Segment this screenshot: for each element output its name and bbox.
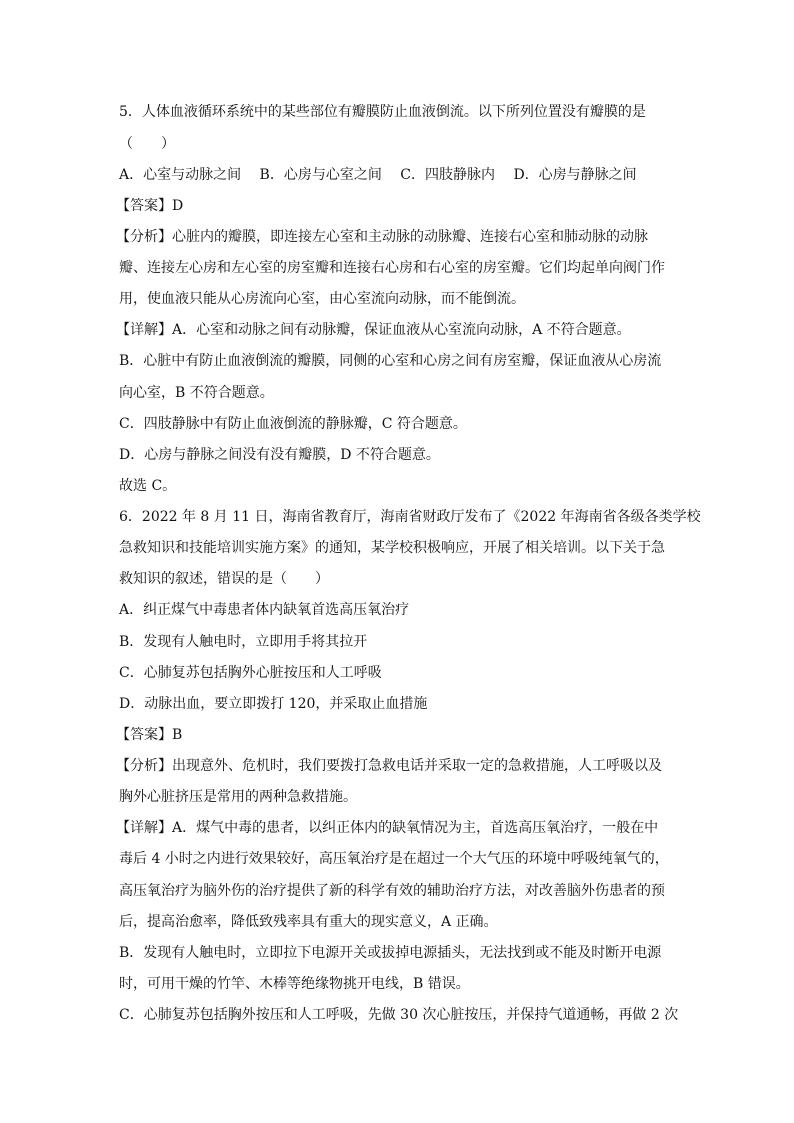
q5-conclusion: 故选 C。 bbox=[119, 478, 177, 494]
q6-stem-line-1: 6．2022 年 8 月 11 日，海南省教育厅，海南省财政厅发布了《2022 年海南省各级各类学校 bbox=[119, 509, 701, 525]
q6-stem-line-3: 救知识的叙述，错误的是（ ） bbox=[119, 571, 329, 587]
q6-answer: 【答案】B bbox=[116, 727, 183, 743]
q6-detail-line-4: 后，提高治愈率，降低致残率具有重大的现实意义，A 正确。 bbox=[119, 914, 498, 930]
q6-option-a: A．纠正煤气中毒患者体内缺氧首选高压氧治疗 bbox=[119, 602, 410, 618]
q5-detail-line-1: 【详解】A．心室和动脉之间有动脉瓣，保证血液从心室流向动脉，A 不符合题意。 bbox=[116, 322, 631, 338]
q6-detail-line-1: 【详解】A．煤气中毒的患者，以纠正体内的缺氧情况为主，首选高压氧治疗，一般在中 bbox=[116, 820, 659, 836]
q6-option-d: D．动脉出血，要立即拨打 120，并采取止血措施 bbox=[119, 696, 428, 712]
q6-detail-line-7: C．心肺复苏包括胸外按压和人工呼吸，先做 30 次心脏按压，并保持气道通畅，再做 2 次 bbox=[119, 1007, 679, 1023]
q6-analysis-line-2: 胸外心脏挤压是常用的两种急救措施。 bbox=[119, 789, 357, 805]
q5-analysis-line-3: 用，使血液只能从心房流向心室，由心室流向动脉，而不能倒流。 bbox=[119, 291, 525, 307]
q5-stem-line-2: （ ） bbox=[119, 136, 175, 152]
q5-options: A．心室与动脉之间 B．心房与心室之间 C．四肢静脉内 D．心房与静脉之间 bbox=[119, 167, 637, 183]
q5-detail-line-2: B．心脏中有防止血液倒流的瓣膜，同侧的心室和心房之间有房室瓣，保证血液从心房流 bbox=[119, 353, 662, 369]
q6-detail-line-5: B．发现有人触电时，立即拉下电源开关或拔掉电源插头，无法找到或不能及时断开电源 bbox=[119, 945, 662, 961]
q5-analysis-line-1: 【分析】心脏内的瓣膜，即连接左心室和主动脉的动脉瓣、连接右心室和肺动脉的动脉 bbox=[116, 229, 648, 245]
q5-analysis-line-2: 瓣、连接左心房和左心室的房室瓣和连接右心房和右心室的房室瓣。它们均起单向阀门作 bbox=[119, 260, 665, 276]
q6-detail-line-6: 时，可用干燥的竹竿、木棒等绝缘物挑开电线，B 错误。 bbox=[119, 976, 470, 992]
q5-detail-line-3: 向心室，B 不符合题意。 bbox=[119, 385, 274, 401]
q5-detail-line-5: D．心房与静脉之间没有没有瓣膜，D 不符合题意。 bbox=[119, 447, 440, 463]
q6-stem-line-2: 急救知识和技能培训实施方案》的通知，某学校积极响应，开展了相关培训。以下关于急 bbox=[119, 540, 665, 556]
q5-detail-line-4: C．四肢静脉中有防止血液倒流的静脉瓣，C 符合题意。 bbox=[119, 416, 467, 432]
q6-analysis-line-1: 【分析】出现意外、危机时，我们要拨打急救电话并采取一定的急救措施，人工呼吸以及 bbox=[116, 758, 662, 774]
q6-option-c: C．心肺复苏包括胸外心脏按压和人工呼吸 bbox=[119, 665, 382, 681]
q6-detail-line-3: 高压氧治疗为脑外伤的治疗提供了新的科学有效的辅助治疗方法，对改善脑外伤患者的预 bbox=[119, 883, 665, 899]
q5-answer: 【答案】D bbox=[116, 198, 184, 214]
q5-stem-line-1: 5．人体血液循环系统中的某些部位有瓣膜防止血液倒流。以下所列位置没有瓣膜的是 bbox=[119, 104, 646, 120]
q6-option-b: B．发现有人触电时，立即用手将其拉开 bbox=[119, 634, 368, 650]
q6-detail-line-2: 毒后 4 小时之内进行效果较好，高压氧治疗是在超过一个大气压的环境中呼吸纯氧气的， bbox=[119, 851, 669, 867]
